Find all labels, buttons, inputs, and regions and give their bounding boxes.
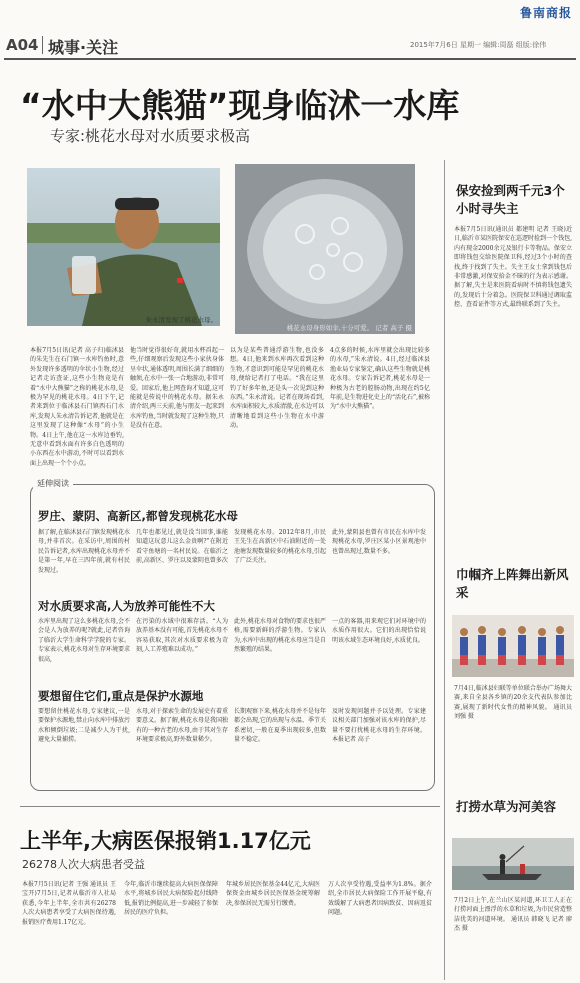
boat-river-image (452, 838, 574, 890)
bottom-story-headline: 上半年,大病医保报销1.17亿元 (20, 829, 311, 853)
lead-photo-jellyfish-caption: 桃花水母身形如伞,十分可爱。 记者 高子 摄 (286, 324, 412, 332)
box-section1-col1: 据了解,在临沭县石门镇发现桃花水母,并非首次。在采访中,周围的村民告诉记者,水库出现桃花水母并不是第一年,早在三四年前,就有村民发现过。 (38, 529, 130, 574)
right-story2-caption: 7月4日,临沭县妇联等单位联合举办广场舞大赛,来自全县各乡镇的20余支代表队参加比赛,展现了新时代女性的精神风貌。 通讯员 刘强 摄 (454, 685, 572, 721)
bottom-story-rule (20, 806, 440, 807)
right-story3-photo (452, 838, 574, 890)
extended-reading-tag: 延伸阅读 (33, 478, 73, 489)
right-story1-text: 本报7月5日讯(通讯员 都建明 记者 王晓)近日,临沂市某医院保安在巡逻时捡到一个钱包,内有现金2000余元及银行卡等物品。保安立即将钱包交给医院保卫科,经过3个小时的查找,终于找到了失主。失主王女士拿到钱包后非常感激,对保安拾金不昧的行为表示感谢。据了解,失主是来医院看病时不慎将钱包遗失的,发现后十分着急。医院保卫科通过调取监控、查看证件等方式,最终联系到了失主。 (454, 226, 572, 309)
section-name: 城事·关注 (48, 38, 119, 57)
box-section3-col4: 及时发现问题并予以处理。专家建议相关部门加强对该水库的保护,尽量不要打扰桃花水母的生存环境。 本报记者 高子 (332, 708, 426, 744)
box-section2-col1: 水库里出现了这么多桃花水母,会不会是人为放养的呢?就此,记者咨询了临沂大学生命科学学院的专家。专家表示,桃花水母对生存环境要求很高, (38, 618, 130, 663)
box-section3-col2: 水母,对于探索生命的发展史有着重要意义。据了解,桃花水母是我国独有的一种古老的水母,由于其对生存环境要求极高,野外数量稀少。 (136, 708, 228, 744)
lead-body-col2: 他当时觉得很好奇,就用水杯舀起一些,仔细观察后发现这些小家伙身体呈伞状,通体透明,周围长满了细细的触须,在水中一张一合地游动,非常可爱。回家后,他上网查询才知道,这可能就是传说中的桃花水母。据朱永清介绍,两三天前,他与朋友一起来到水库钓鱼,当时就发现了这种生物,只是没有在意。 (130, 347, 224, 430)
right-story2-title: 巾帼齐上阵舞出新风采 (456, 567, 569, 600)
dancers-image (452, 615, 574, 677)
right-story3-title: 打捞水草为河美容 (456, 799, 557, 814)
box-section3-col1: 要想留住桃花水母,专家建议,一是要保护水源地,禁止向水库中排放污水和倾倒垃圾;二是减少人为干扰,避免大量捕捞。 (38, 708, 130, 744)
lead-headline: “水中大熊猫”现身临沭一水库 (20, 86, 460, 125)
box-section2-col2: 在污染的水域中很难存活。“人为放养基本没有可能,首先桃花水母不容易获取,其次对水质要求极为苛刻,人工养殖难以成功。” (136, 618, 228, 654)
lead-body-col3: 以为是某些普通浮游生物,也没多想。4日,他来到水库再次看到这种生物,才意识到可能是罕见的桃花水母,便给记者打了电话。“我在这里钓了好多年鱼,还是头一次见到这种东西。”朱永清说。记者在现场看到,水库面积较大,水质清澈,在水边可以清晰地看到这些小生物在水中游动。 (230, 347, 324, 430)
right-story2-photo (452, 615, 574, 677)
lead-photo-man (27, 168, 220, 326)
lead-subhead: 专家:桃花水母对水质要求极高 (50, 127, 251, 145)
right-story3-caption: 7月2日上午,在兰山区某河道,环卫工人正在打捞河面上漂浮的水草和垃圾,为市民营造整洁优美的河道环境。 通讯员 韩晓飞 记者 廖杰 摄 (454, 897, 572, 933)
bottom-story-col1: 本报7月5日讯(记者 王强 通讯员 王宝开)7月5日,记者从临沂市人社局获悉,今年上半年,全市共有26278人次大病患者享受了大病医保待遇,报销医疗费用1.17亿元。 (22, 881, 116, 926)
bottom-story-col4: 万人次享受待遇,受益率为1.8%。据介绍,全市居民大病保险工作开展平稳,有效缓解了大病患者因病致贫、因病返贫问题。 (328, 881, 432, 917)
box-section1-col3: 发现桃花水母。2012年8月,市民王先生在高新区中石油附近的一处池塘发现数量较多的桃花水母,引起了广泛关注。 (234, 529, 326, 565)
right-column-divider (444, 160, 445, 980)
box-section1-col2: 几年也都见过,就是没当回事,谁能知道这玩意儿这么金贵啊?”在附近看守鱼塘的一名村民说。在临沂之前,高新区、罗庄以及蒙阴也曾多次 (136, 529, 228, 565)
lead-body-col4: 4点多的时候,水库里就会出现比较多的水母,”朱永清说。4日,经过临沭县渔业局专家鉴定,确认这些生物就是桃花水母。专家告诉记者,桃花水母是一种极为古老的腔肠动物,出现在约5亿年前,是生物进化史上的“活化石”,被称为“水中大熊猫”。 (330, 347, 430, 411)
box-section3-col3: 长期观察下来,桃花水母并不是每年都会出现,它的出现与水温、季节关系密切,一般在夏季出现较多,但数量不稳定。 (234, 708, 326, 744)
box-section2-col3: 此外,桃花水母对食物的要求也很严格,需要新鲜的浮游生物。专家认为,水库中出现的桃花水母应当是自然繁殖的结果。 (234, 618, 326, 654)
page-divider (42, 36, 43, 54)
jellyfish-cup-image (235, 164, 415, 334)
man-holding-cup-image (27, 168, 220, 326)
lead-body-col1: 本报7月5日讯(记者 高子归)临沭县的朱先生在石门镇一水库钓鱼时,意外发现许多透明的伞状小生物,经过记者走访查证,这些小生物竟是有着“水中大熊猫”之称的桃花水母,是极为罕见的桃花水母。4日下午,记者来到位于临沭县石门镇西石门水库,发现人朱永清告诉记者,他就是在这里发现了这种像“水母”的小生物。4日上午,他在这一水库边垂钓,无意中看到水面有许多白色透明的小东西在水中游动,不时可以看到水面上出现一个个小点。 (30, 347, 124, 467)
bottom-story-col2: 今年,临沂市继续提高大病医保保障水平,将城乡居民大病保险起付线降低,报销比例提高,进一步减轻了参保居民的医疗负担。 (124, 881, 218, 917)
box-section-title-2: 对水质要求高,人为放养可能性不大 (38, 599, 215, 613)
right-story1-title: 保安捡到两千元3个小时寻失主 (456, 183, 565, 216)
bottom-story-col3: 年城乡居民医保基金44亿元,大病医保资金由城乡居民医保基金统筹解决,参保居民无需另行缴费。 (226, 881, 320, 907)
box-section2-col4: 一点的客器,用来观它们对环境中的水质作用很大。它们的出现恰恰说明该水域生态环境良好,水质优良。 (332, 618, 426, 644)
lead-photo-jellyfish (235, 164, 415, 334)
issue-meta: 2015年7月6日 星期一 编辑:周磊 组版:徐伟 (410, 41, 547, 49)
box-section1-col4: 此外,蒙阴县也曾有市民在水库中发现桃花水母,罗庄区某小区景观池中也曾出现过,数量不多。 (332, 529, 426, 555)
lead-photo-man-caption: 朱永清发现了桃花水母。 (145, 316, 217, 324)
newspaper-brand: 鲁南商报 (519, 6, 572, 20)
page-number: A04 (6, 36, 39, 54)
box-section-title-1: 罗庄、蒙阴、高新区,都曾发现桃花水母 (38, 509, 238, 523)
masthead-rule (4, 58, 576, 60)
box-section-title-3: 要想留住它们,重点是保护水源地 (38, 689, 204, 703)
bottom-story-subhead: 26278人次大病患者受益 (22, 858, 145, 871)
